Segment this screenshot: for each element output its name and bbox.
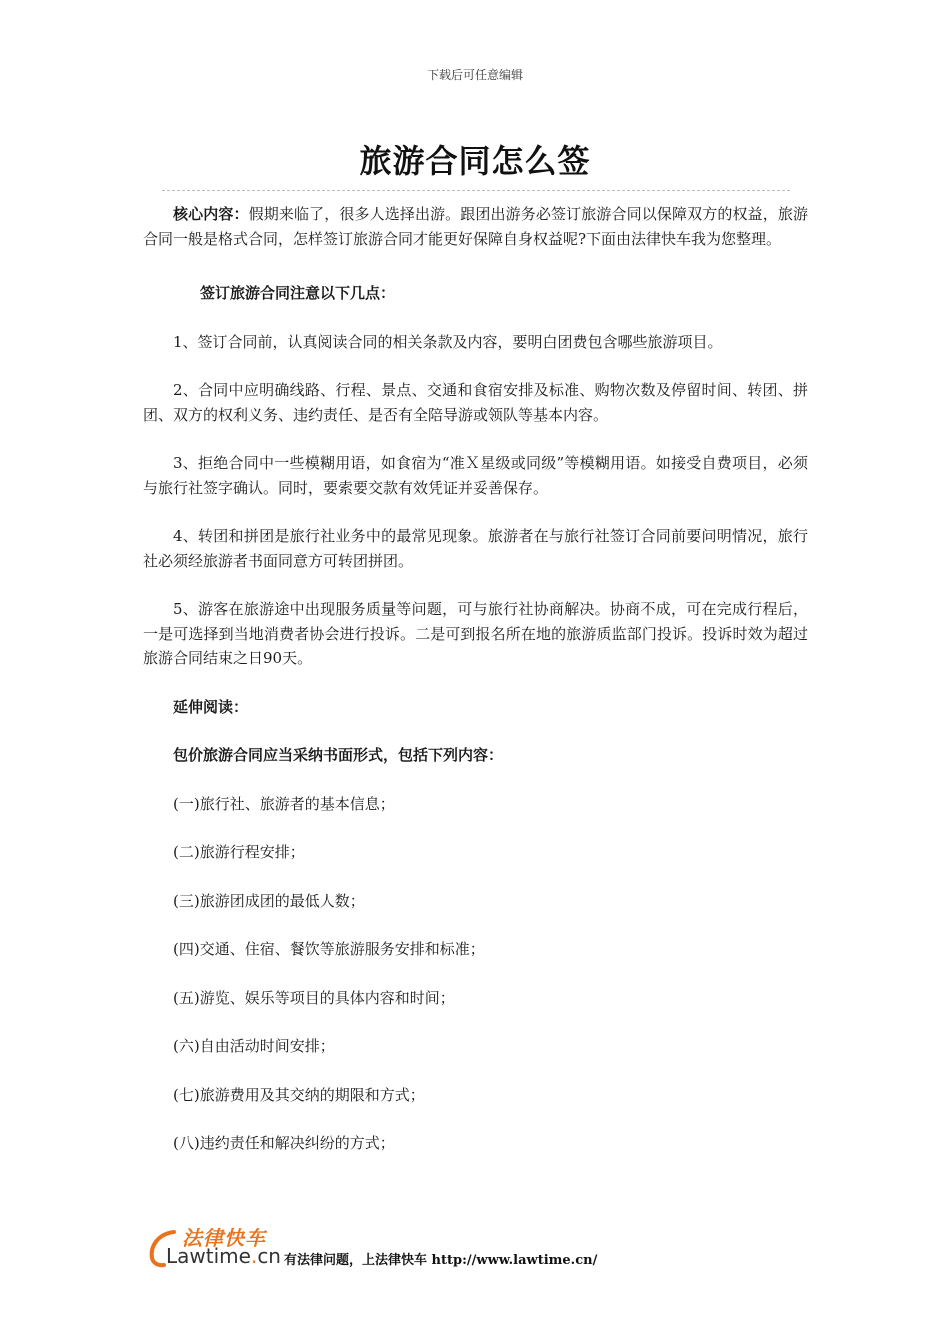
document-body	[143, 202, 808, 1180]
package-contract-heading: 包价旅游合同应当采纳书面形式，包括下列内容：	[173, 746, 504, 764]
lawtime-logo[interactable]	[148, 1222, 288, 1270]
point-5: 5、游客在旅游途中出现服务质量等问题，可与旅行社协商解决。协商不成，可在完成行程后，一是可选择到当地消费者协会进行投诉。二是可到报名所在地的旅游质监部门投诉。投诉时效为超过旅游合同结束之日90天。	[143, 600, 808, 667]
package-item-8: (八)违约责任和解决纠纷的方式；	[173, 1134, 395, 1152]
footer	[148, 1222, 848, 1272]
title-divider	[162, 190, 790, 191]
intro-label: 核心内容：	[173, 205, 249, 223]
package-item-1: (一)旅行社、旅游者的基本信息；	[173, 794, 395, 813]
header-note: 下载后可任意编辑	[426, 68, 523, 82]
extended-reading-heading: 延伸阅读：	[173, 697, 249, 716]
package-item-4: (四)交通、住宿、餐饮等旅游服务安排和标准；	[173, 940, 485, 958]
point-2: 2、合同中应明确线路、行程、景点、交通和食宿安排及标准、购物次数及停留时间、转团、拼团、双方的权利义务、违约责任、是否有全陪导游或领队等基本内容。	[143, 381, 808, 424]
package-item-5: (五)游览、娱乐等项目的具体内容和时间；	[173, 988, 455, 1007]
point-1: 1、签订合同前，认真阅读合同的相关条款及内容，要明白团费包含哪些旅游项目。	[173, 332, 723, 351]
intro-paragraph	[143, 202, 808, 251]
package-item-2: (二)旅游行程安排；	[173, 843, 305, 861]
section-heading: 签订旅游合同注意以下几点：	[200, 284, 396, 302]
point-3: 3、拒绝合同中一些模糊用语，如食宿为“准Ｘ星级或同级”等模糊用语。如接受自费项目，必须与旅行社签字确认。同时，要索要交款有效凭证并妥善保存。	[143, 454, 808, 497]
package-item-6: (六)自由活动时间安排；	[173, 1037, 335, 1055]
logo-english-text: Lawtime.cn	[166, 1244, 281, 1268]
package-item-7: (七)旅游费用及其交纳的期限和方式；	[173, 1085, 425, 1104]
intro-text: 假期来临了，很多人选择出游。跟团出游务必签订旅游合同以保障双方的权益，旅游合同一般是格式合同，怎样签订旅游合同才能更好保障自身权益呢?下面由法律快车我为您整理。	[143, 205, 808, 248]
logo-chinese-text: 法律快车	[182, 1226, 266, 1250]
page-title: 旅游合同怎么签	[359, 142, 591, 180]
package-item-3: (三)旅游团成团的最低人数；	[173, 891, 365, 910]
footer-slogan-link[interactable]: 有法律问题，上法律快车 http://www.lawtime.cn/	[284, 1253, 598, 1268]
point-4: 4、转团和拼团是旅行社业务中的最常见现象。旅游者在与旅行社签订合同前要问明情况，旅行社必须经旅游者书面同意方可转团拼团。	[143, 527, 808, 570]
